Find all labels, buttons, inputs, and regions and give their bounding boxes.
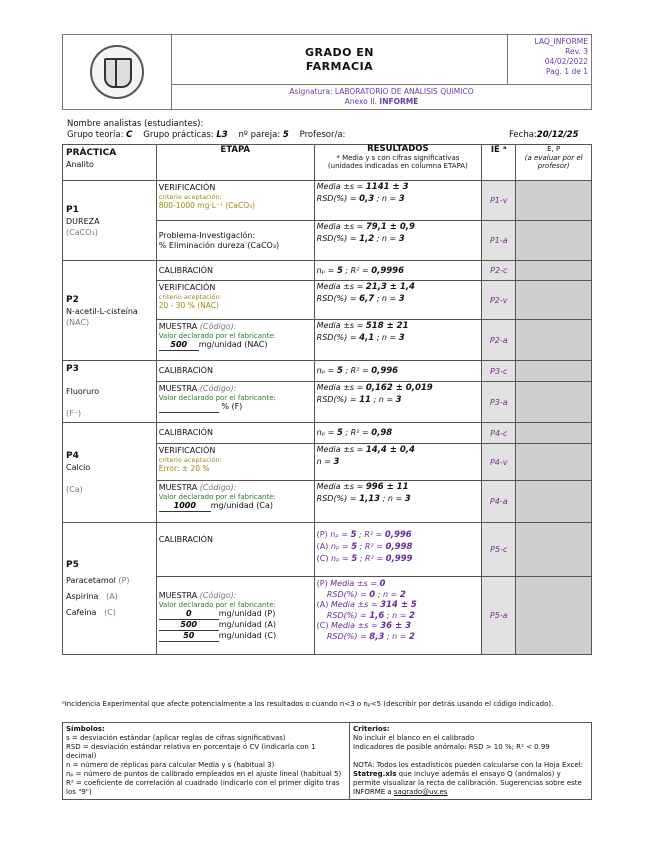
subject-line: Asignatura: LABORATORIO DE ANÁLISIS QUIMICO Anexo II. INFORME: [172, 85, 592, 110]
ie-p4-c[interactable]: P4-c: [482, 423, 516, 444]
p4-verification: VERIFICACIÓN criterio aceptación: Error: ± 20 %: [156, 444, 314, 481]
theory-group-value: C: [126, 130, 133, 140]
p1-problem: Problema-Investigación: % Eliminación dureza (CaCO₃): [156, 221, 314, 261]
ep-p1-a[interactable]: [516, 221, 592, 261]
practice-group-value: L3: [216, 130, 228, 140]
p2-calibration: CALIBRACIÓN: [156, 261, 314, 281]
p4-sample-result: Media ±s = 996 ± 11 RSD(%) = 1,13 ; n = 3: [314, 481, 481, 523]
col-ie: IE ᵃ: [482, 145, 516, 181]
email-link[interactable]: sagrado@uv.es: [393, 788, 448, 796]
ep-p4-c[interactable]: [516, 423, 592, 444]
p2-verification: VERIFICACIÓN criterio aceptación: 20 - 30 % (NAC): [156, 281, 314, 320]
ie-p4-a[interactable]: P4-a: [482, 481, 516, 523]
footnote: ᵃIncidencia Experimental que afecte potencialmente a los resultados o cuando n<3 o nₚ<5 (describir por detrás usando el código indicado).: [62, 700, 554, 708]
practice-p4: P4 Calcio (Ca): [63, 423, 157, 523]
practice-p3: P3 Fluoruro (F⁻): [63, 361, 157, 423]
ie-p5-c[interactable]: P5-c: [482, 523, 516, 577]
p4-calibration-result: nₚ = 5 ; R² = 0,98: [314, 423, 481, 444]
ep-p5-c[interactable]: [516, 523, 592, 577]
p3-calibration-result: nₚ = 5 ; R² = 0,996: [314, 361, 481, 382]
practice-p5: P5 Paracetamol (P) Aspirina (A) Cafeína (C): [63, 523, 157, 655]
document-title: GRADO EN FARMACIA: [172, 35, 508, 85]
ep-p2-c[interactable]: [516, 261, 592, 281]
group-line: Grupo teoría: C Grupo prácticas: L3 nº pareja: 5 Profesor/a: Fecha:20/12/25: [67, 130, 579, 140]
university-seal-icon: [90, 45, 144, 99]
p1-verification: VERIFICACIÓN criterio aceptación: 800-1000 mg·L⁻¹ (CaCO₃): [156, 181, 314, 221]
p1-problem-result: Media ±s = 79,1 ± 0,9 RSD(%) = 1,2 ; n = 3: [314, 221, 481, 261]
document-header: [62, 34, 592, 110]
col-etapa: ETAPA: [156, 145, 314, 181]
p3-calibration: CALIBRACIÓN: [156, 361, 314, 382]
results-table: [62, 144, 592, 655]
p5-sample: MUESTRA (Código): Valor declarado por el fabricante: 0 mg/unidad (P) 500 mg/unidad (A) 50 mg/unidad (C): [156, 577, 314, 655]
ie-p5-a[interactable]: P5-a: [482, 577, 516, 655]
p5-calibration: CALIBRACIÓN: [156, 523, 314, 577]
ie-p4-v[interactable]: P4-v: [482, 444, 516, 481]
ep-p4-v[interactable]: [516, 444, 592, 481]
document-reference: LAQ_INFORME Rev. 3 04/02/2022 Pag. 1 de 1: [508, 35, 592, 85]
ie-p1-v[interactable]: P1-v: [482, 181, 516, 221]
p3-sample: MUESTRA (Código): Valor declarado por el fabricante: % (F): [156, 382, 314, 423]
p2-verification-result: Media ±s = 21,3 ± 1,4 RSD(%) = 6,7 ; n = 3: [314, 281, 481, 320]
ie-p3-a[interactable]: P3-a: [482, 382, 516, 423]
ie-p2-c[interactable]: P2-c: [482, 261, 516, 281]
col-resultados: RESULTADOS * Media y s con cifras significativas (unidades indicadas en columna ETAPA): [314, 145, 481, 181]
practice-p2: P2 N-acetil-L-cisteína (NAC): [63, 261, 157, 361]
p5-calibration-result: (P) nₚ = 5 ; R² = 0,996 (A) nₚ = 5 ; R² = 0,998 (C) nₚ = 5 ; R² = 0,999: [314, 523, 481, 577]
date-value: 20/12/25: [536, 130, 579, 140]
ie-p2-v[interactable]: P2-v: [482, 281, 516, 320]
notes-table: [62, 722, 592, 800]
p4-calibration: CALIBRACIÓN: [156, 423, 314, 444]
p4-verification-result: Media ±s = 14,4 ± 0,4 n = 3: [314, 444, 481, 481]
ep-p5-a[interactable]: [516, 577, 592, 655]
p5-sample-result: (P) Media ±s = 0 RSD(%) = 0 ; n = 2 (A) Media ±s = 314 ± 5 RSD(%) = 1,6 ; n = 2 (C) Media ±s = 36 ± 3 RSD(%) = 8,3 ; n = 2: [314, 577, 481, 655]
ep-p3-a[interactable]: [516, 382, 592, 423]
p1-verification-result: Media ±s = 1141 ± 3 RSD(%) = 0,3 ; n = 3: [314, 181, 481, 221]
practice-p1: P1 DUREZA (CaCO₃): [63, 181, 157, 261]
criteria-box: Criterios: No incluir el blanco en el calibrado Indicadores de posible anómalo: RSD > 10 %; R² < 0.99 NOTA: Todos los estadísticos pueden calcularse con la Hoja Excel: Statreg.xls que incluye además el ensayo Q (anómalos) y permite visualizar la recta de calibración. Sugerencias sobre este INFORME a sagrado@uv.es: [350, 723, 592, 800]
ie-p3-c[interactable]: P3-c: [482, 361, 516, 382]
col-practica: PRÁCTICA Analito: [63, 145, 157, 181]
ie-p2-a[interactable]: P2-a: [482, 320, 516, 361]
p4-sample: MUESTRA (Código): Valor declarado por el fabricante: 1000 mg/unidad (Ca): [156, 481, 314, 523]
analysts-label: Nombre analistas (estudiantes):: [67, 119, 204, 129]
p3-sample-result: Media ±s = 0,162 ± 0,019 RSD(%) = 11 ; n = 3: [314, 382, 481, 423]
ep-p2-v[interactable]: [516, 281, 592, 320]
ep-p4-a[interactable]: [516, 481, 592, 523]
p2-sample: MUESTRA (Código): Valor declarado por el fabricante: 500 mg/unidad (NAC): [156, 320, 314, 361]
ep-p1-v[interactable]: [516, 181, 592, 221]
university-logo: [63, 35, 172, 110]
p2-calibration-result: nₚ = 5 ; R² = 0,9996: [314, 261, 481, 281]
ep-p3-c[interactable]: [516, 361, 592, 382]
p2-sample-result: Media ±s = 518 ± 21 RSD(%) = 4,1 ; n = 3: [314, 320, 481, 361]
ep-p2-a[interactable]: [516, 320, 592, 361]
pair-value: 5: [282, 130, 289, 140]
ie-p1-a[interactable]: P1-a: [482, 221, 516, 261]
symbols-box: Símbolos: s = desviación estándar (aplicar reglas de cifras significativas) RSD = desviación estándar relativa en porcentaje ó CV (indicarla con 1 decimal) n = número de réplicas para calcular Media y s (habitual 3) nₚ = número de puntos de calibrado empleados en el ajuste lineal (habitual 5) R² = coeficiente de correlación al cuadrado (indicarlo con el primer dígito tras los "9"): [63, 723, 350, 800]
col-ep: E, P (a evaluar por el profesor): [516, 145, 592, 181]
